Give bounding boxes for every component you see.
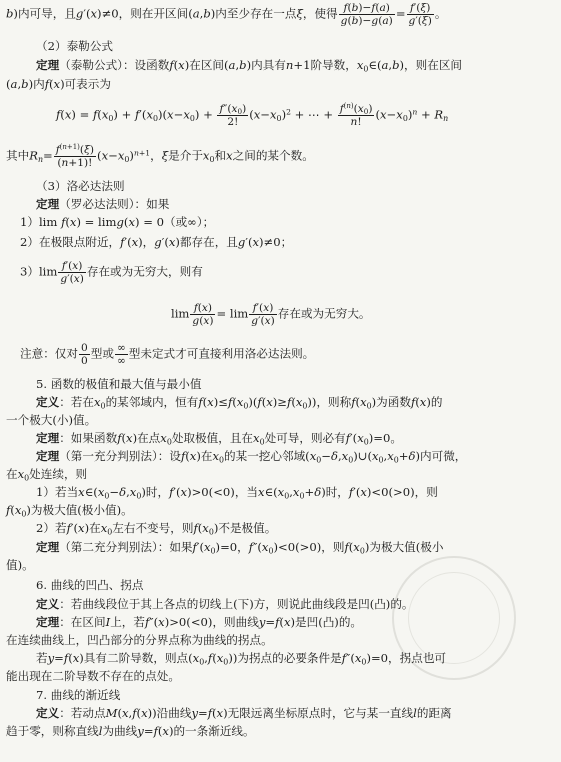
text-line: 1）lim f(x) = limg(x) = 0（或∞）； bbox=[20, 215, 215, 229]
text-line: （2）泰勒公式 bbox=[36, 39, 113, 53]
text-line: 定理：如果函数f(x)在点$x_0$处取极值，且在$x_0$处可导，则必有$f'(x_0)=0$。 bbox=[36, 431, 402, 447]
text-line: 注意：仅对 $\frac{0}{0}$ 型或 $\frac{\infty}{\infty}$ 型未定式才可直接利用洛必达法则。 bbox=[20, 342, 315, 367]
text-line: 定理（泰勒公式）：设函数f(x)在区间(a,b)内具有n+1阶导数，$x_0\in(a,b)$，则在区间 bbox=[36, 58, 463, 74]
text-line: 其中$R_n=$ $\frac{f^{(n+1)}(\xi)}{(n+1)!}$ $(x-x_0)^{n+1}$，ξ是介于$x_0$和x之间的某个数。 bbox=[6, 143, 314, 169]
text-line: 值)。 bbox=[6, 558, 34, 572]
text-line: $f(x_0)$为极大值(极小值)。 bbox=[6, 503, 133, 519]
text-line: 2）若f′(x)在$x_0$左右不变号，则$f(x_0)$不是极值。 bbox=[36, 521, 277, 537]
text-line: 定义：若曲线段位于其上各点的切线上(下)方，则说此曲线段是凹(凸)的。 bbox=[36, 597, 414, 611]
text-line: 若y=f(x)具有二阶导数，则点$(x_0,f(x_0))$为拐点的必要条件是$f''(x_0)=0$，拐点也可 bbox=[36, 651, 447, 667]
text-line: 6. 曲线的凹凸、拐点 bbox=[36, 578, 144, 592]
text-line: 在连续曲线上，凹凸部分的分界点称为曲线的拐点。 bbox=[6, 633, 273, 647]
text-line: 趋于零，则称直线l为曲线y=f(x)的一条渐近线。 bbox=[6, 724, 255, 738]
text-line: 定理：在区间I上，若f″(x)>0(<0)，则曲线y=f(x)是凹(凸)的。 bbox=[36, 615, 363, 629]
text-line: 定义：若在$x_0$的某邻域内，恒有$f(x)\le f(x_0)(f(x)\ge f(x_0))$，则称$f(x_0)$为函数f(x)的 bbox=[36, 395, 443, 411]
text-line: 5. 函数的极值和最大值与最小值 bbox=[36, 377, 202, 391]
text-line: 定理（第二充分判别法）：如果$f'(x_0)=0$，$f''(x_0)<0(>0)$，则$f(x_0)$为极大值(极小 bbox=[36, 540, 444, 556]
text-line: (a,b)内f(x)可表示为 bbox=[6, 77, 111, 91]
text-line: $f(x) = f(x_0) + f'(x_0)(x-x_0)$ + $\frac{f''(x_0)}{2!}$ $(x-x_0)^2$ + ⋯ + $\frac{f^{(n)}(x_0)}{n!}$ $(x-x_0)^n + R_n$ bbox=[56, 102, 449, 128]
text-line: 2）在极限点附近，f′(x)，g′(x)都存在，且g′(x)≠0； bbox=[20, 235, 293, 249]
text-line: lim $\frac{f(x)}{g(x)}$ = lim $\frac{f'(x)}{g'(x)}$ 存在或为无穷大。 bbox=[171, 302, 371, 327]
text-line: 3）lim $\frac{f'(x)}{g'(x)}$ 存在或为无穷大，则有 bbox=[20, 260, 203, 285]
text-line: 一个极大(小)值。 bbox=[6, 413, 97, 427]
text-line: 1）若当$x\in(x_0-\delta,x_0)$时，f′(x)>0(<0)，当$x\in(x_0,x_0+\delta)$时，f′(x)<0(>0)，则 bbox=[36, 485, 438, 501]
text-line: 能出现在二阶导数不存在的点处。 bbox=[6, 669, 180, 683]
text-line: 定理（罗必达法则）：如果 bbox=[36, 197, 170, 211]
text-line: 7. 曲线的渐近线 bbox=[36, 688, 121, 702]
text-line: 定义：若动点M(x,f(x))沿曲线y=f(x)无限远离坐标原点时，它与某一直线l的距离 bbox=[36, 706, 452, 720]
text-line: 在$x_0$处连续，则 bbox=[6, 467, 88, 483]
text-line: （3）洛必达法则 bbox=[36, 179, 125, 193]
text-line: b)内可导，且g′(x)≠0，则在开区间(a,b)内至少存在一点ξ，使得 $\frac{f(b)-f(a)}{g(b)-g(a)}$ = $\frac{f'(\xi)}{g'(\xi)}$ 。 bbox=[6, 2, 447, 27]
text-line: 定理（第一充分判别法）：设f(x)在$x_0$的某一挖心邻域$(x_0-\delta,x_0)\cup(x_0,x_0+\delta)$内可微， bbox=[36, 449, 467, 465]
